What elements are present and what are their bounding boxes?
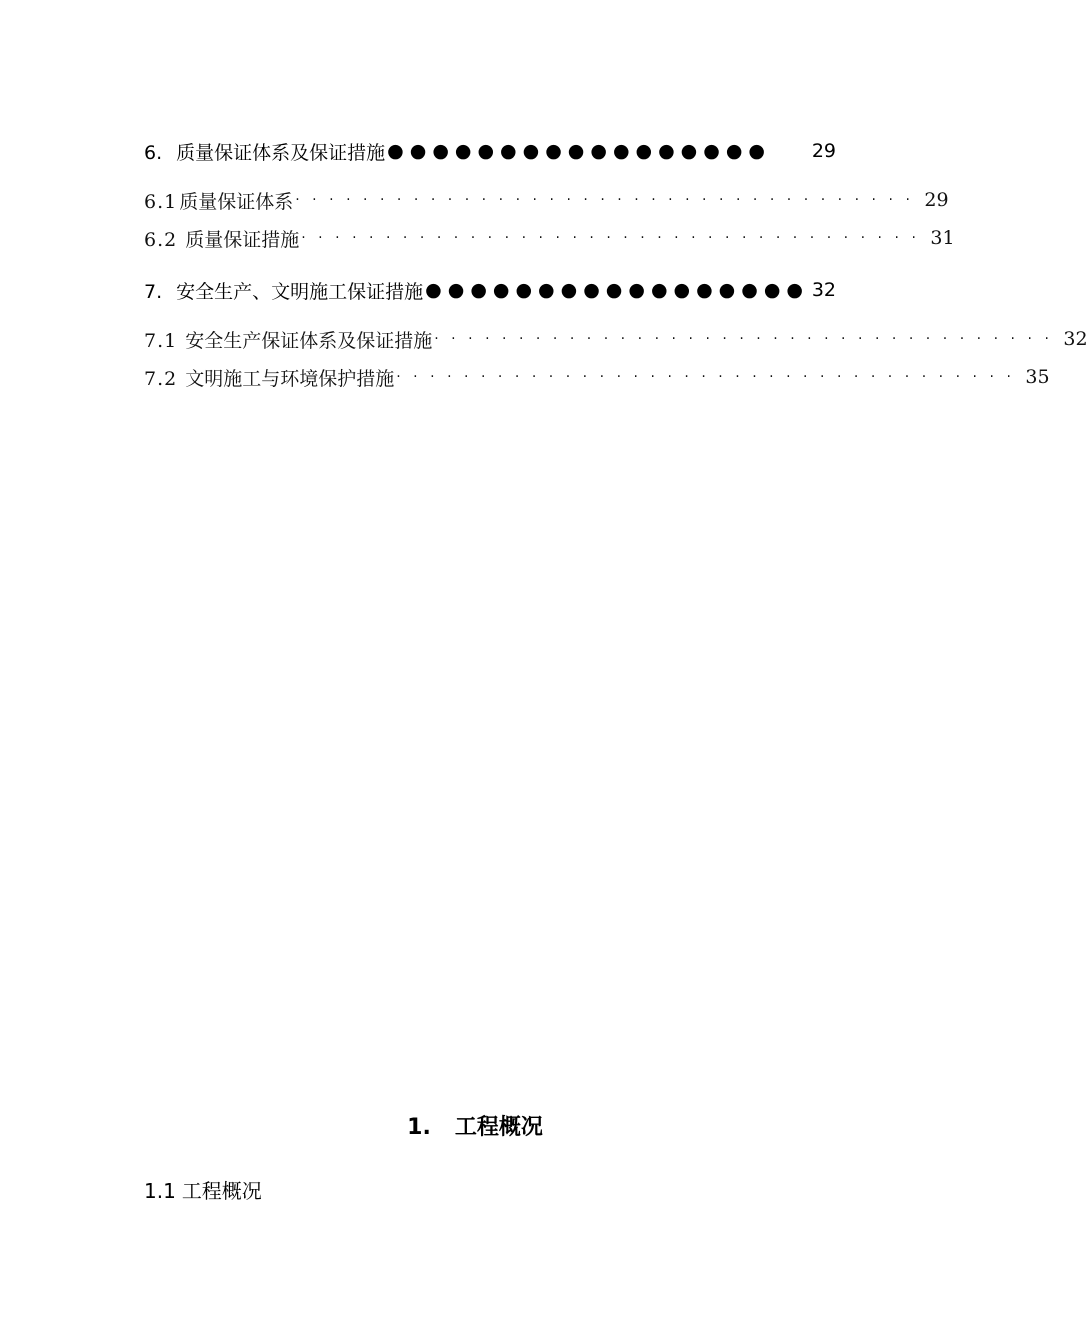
toc-page-number: 32 — [1063, 328, 1088, 350]
toc-entry-title: 安全生产、文明施工保证措施 — [176, 280, 424, 303]
section-number: 1. — [407, 1115, 431, 1140]
toc-entry-number: 6. — [144, 141, 163, 164]
toc-page-number: 31 — [930, 227, 955, 249]
toc-dot-leader: ●●●●●●●●●●●●●●●●● — [425, 278, 809, 301]
toc-entry-6-1[interactable] — [144, 185, 949, 215]
toc-entry-6[interactable] — [144, 136, 836, 166]
section-title: 工程概况 — [454, 1115, 543, 1140]
toc-dot-leader: ●●●●●●●●●●●●●●●●● — [387, 139, 771, 162]
toc-entry-6-2[interactable] — [144, 223, 955, 253]
toc-page-number: 29 — [924, 189, 949, 211]
toc-page-number: 32 — [811, 279, 836, 301]
toc-entry-number: 7.2 — [144, 367, 178, 390]
toc-entry-7-1[interactable] — [144, 324, 1088, 354]
subsection-heading — [144, 1175, 262, 1204]
toc-entry-7[interactable] — [144, 275, 836, 305]
toc-entry-number: 7.1 — [144, 329, 178, 352]
toc-entry-number: 7. — [144, 280, 163, 303]
section-heading — [0, 1110, 950, 1141]
toc-entry-title: 质量保证措施 — [185, 228, 300, 251]
toc-entry-label — [144, 138, 385, 165]
toc-dot-leader: ····································· — [301, 230, 929, 246]
toc-entry-7-2[interactable] — [144, 362, 1050, 392]
toc-dot-leader: ····································· — [295, 192, 923, 208]
toc-page-number: 35 — [1025, 366, 1050, 388]
toc-entry-title: 质量保证体系及保证措施 — [176, 141, 386, 164]
toc-page-number: 29 — [811, 140, 836, 162]
toc-entry-label — [144, 225, 299, 252]
toc-dot-leader: ····································· — [396, 369, 1024, 385]
toc-entry-number: 6.2 — [144, 228, 178, 251]
toc-entry-title: 安全生产保证体系及保证措施 — [185, 329, 433, 352]
toc-entry-label — [144, 326, 432, 353]
toc-entry-label — [144, 187, 293, 214]
toc-entry-number: 6.1 — [144, 190, 178, 213]
toc-entry-title: 质量保证体系 — [179, 190, 294, 213]
toc-dot-leader: ····································· — [434, 331, 1062, 347]
toc-entry-label — [144, 364, 394, 391]
toc-entry-title: 文明施工与环境保护措施 — [185, 367, 395, 390]
subsection-title: 工程概况 — [181, 1179, 262, 1203]
toc-entry-label — [144, 277, 423, 304]
subsection-number: 1.1 — [144, 1179, 176, 1203]
